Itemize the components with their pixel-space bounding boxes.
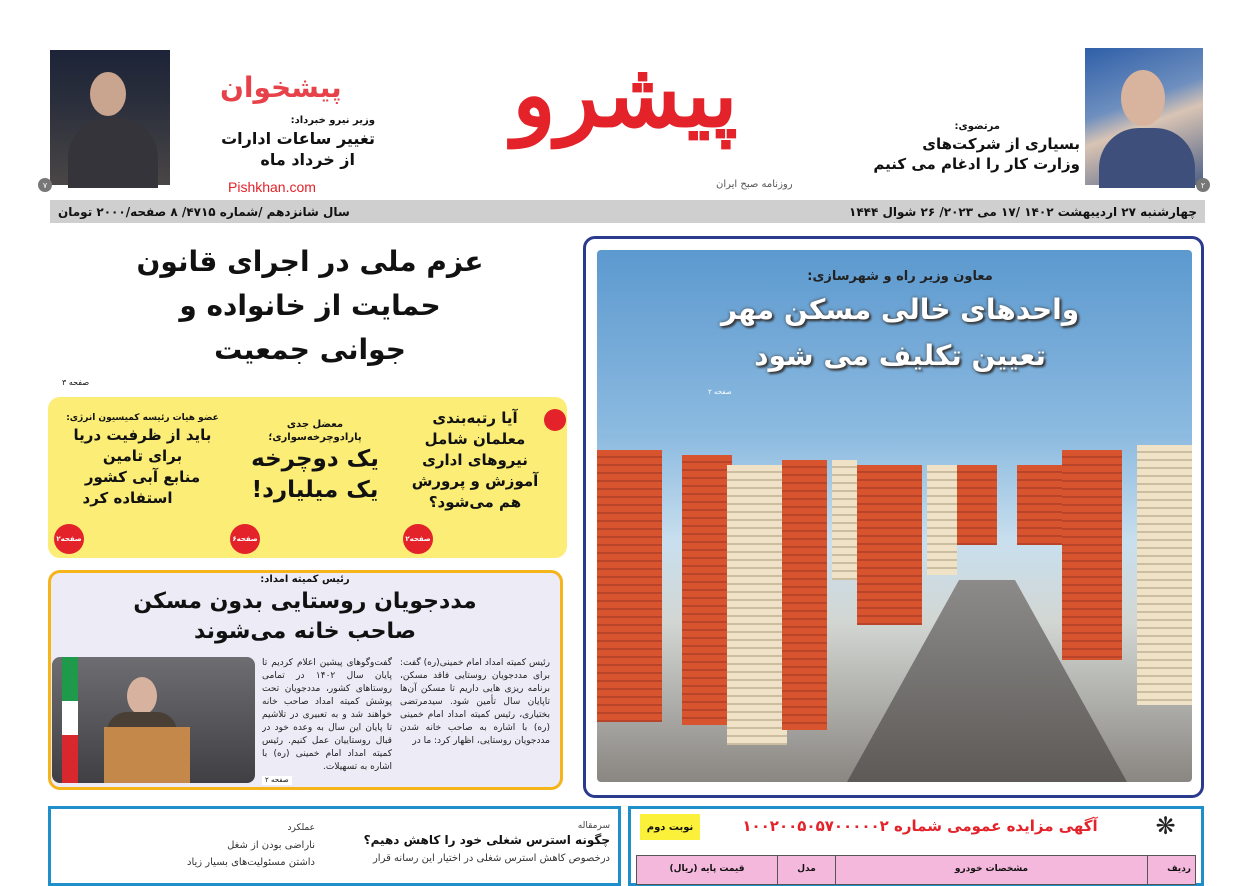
editorial[interactable]: سرمقاله چگونه استرس شغلی خود را کاهش دهیم؟ درخصوص کاهش استرس شغلی در اختیار این رسانه قرار: [363, 821, 610, 864]
date-text: چهارشنبه ۲۷ اردیبهشت ۱۴۰۲ /۱۷ می ۲۰۲۳/ ۲۶ شوال ۱۴۴۴: [849, 204, 1197, 219]
pishkhan-url: Pishkhan.com: [228, 179, 316, 195]
date-bar: [50, 200, 1205, 223]
organization-logo-icon: ❋: [1155, 812, 1176, 840]
page-ref-badge[interactable]: صفحه۲: [403, 524, 433, 554]
minister-photo-right: [1085, 48, 1203, 185]
emdad-column-right: رئیس کمیته امداد امام خمینی(ره) گفت: برای مددجویان روستایی فاقد مسکن، برنامه ریزی هایی داریم تا مسکن آن‌ها تاپایان سال تأمین شود. سیدمرتضی بختیاری، رئیس کمیته امداد امام خمینی (ره) با اشاره به صاحب خانه شدن مددجویان روستایی، اظهار کرد: ما در: [400, 658, 550, 746]
highlight-sea-water[interactable]: عضو هیات رئیسه کمیسیون انرژی: باید از ظرفیت دریا برای تامین منابع آبی کشور استفاده کرد: [66, 413, 219, 507]
lead-page-ref: صفحه ۳: [62, 378, 90, 387]
minister-photo-left: [50, 50, 170, 185]
main-headline: معاون وزیر راه و شهرسازی: واحدهای خالی مسکن مهر تعیین تکلیف می شود: [720, 269, 1080, 372]
masthead-logo[interactable]: پیشرو: [512, 42, 738, 148]
emdad-photo: [52, 657, 255, 783]
top-left-story[interactable]: وزیر نیرو خبرداد: تغییر ساعات ادارات از خرداد ماه: [221, 115, 375, 169]
main-page-ref: صفحه ۲: [708, 388, 732, 396]
performance-list: عملکرد ناراضی بودن از شغل داشتن مسئولیت‌های بسیار زیاد: [187, 823, 315, 868]
page-ref-badge[interactable]: صفحه۶: [230, 524, 260, 554]
ad-round-badge: نوبت دوم: [640, 814, 700, 840]
bullet-dot-icon: [544, 409, 566, 431]
emdad-headline: رئیس کمیته امداد: مددجویان روستایی بدون مسکن صاحب خانه می‌شوند: [133, 574, 477, 644]
page-number-badge: ۲: [1196, 178, 1210, 192]
highlight-teachers[interactable]: آیا رتبه‌بندی معلمان شامل نیروهای اداری آموزش و پرورش هم می‌شود؟: [411, 409, 539, 511]
pishkhan-watermark: پیشخوان: [220, 71, 342, 104]
page-ref-badge[interactable]: صفحه۲: [54, 524, 84, 554]
lead-headline[interactable]: عزم ملی در اجرای قانون حمایت از خانواده و جوانی جمعیت: [136, 245, 484, 366]
highlight-bicycle[interactable]: معضل جدی پارادوچرخه‌سواری؛ یک دوچرخه یک میلیارد!: [251, 419, 379, 503]
page-number-badge: ۷: [38, 178, 52, 192]
ad-title: آگهی مزایده عمومی شماره ۱۰۰۲۰۰۵۰۵۷۰۰۰۰۰۲: [742, 817, 1098, 835]
issue-text: سال شانزدهم /شماره ۴۷۱۵/ ۸ صفحه/۲۰۰۰ تومان: [58, 204, 350, 219]
ad-table-header: ردیف مشخصات خودرو مدل قیمت پایه (ریال): [636, 855, 1196, 885]
emdad-page-ref: صفحه ۲: [262, 776, 292, 785]
emdad-column-left: گفت‌وگوهای پیشین اعلام کردیم تا پایان سال ۱۴۰۲ در تمامی روستاهای کشور، مددجویان تحت پوشش کمیته امداد صاحب خانه خواهند شد و به تعبیری در تلاشیم تا پایان این سال به وعده خود در قبال روستاییان عمل کنیم. رئیس کمیته امداد امام خمینی (ره) با اشاره به تسهیلات.: [262, 658, 392, 772]
top-right-story[interactable]: مرتضوی: بسیاری از شرکت‌های وزارت کار را ادغام می کنیم: [873, 121, 1080, 173]
masthead-tagline: روزنامه صبح ایران: [716, 179, 793, 190]
